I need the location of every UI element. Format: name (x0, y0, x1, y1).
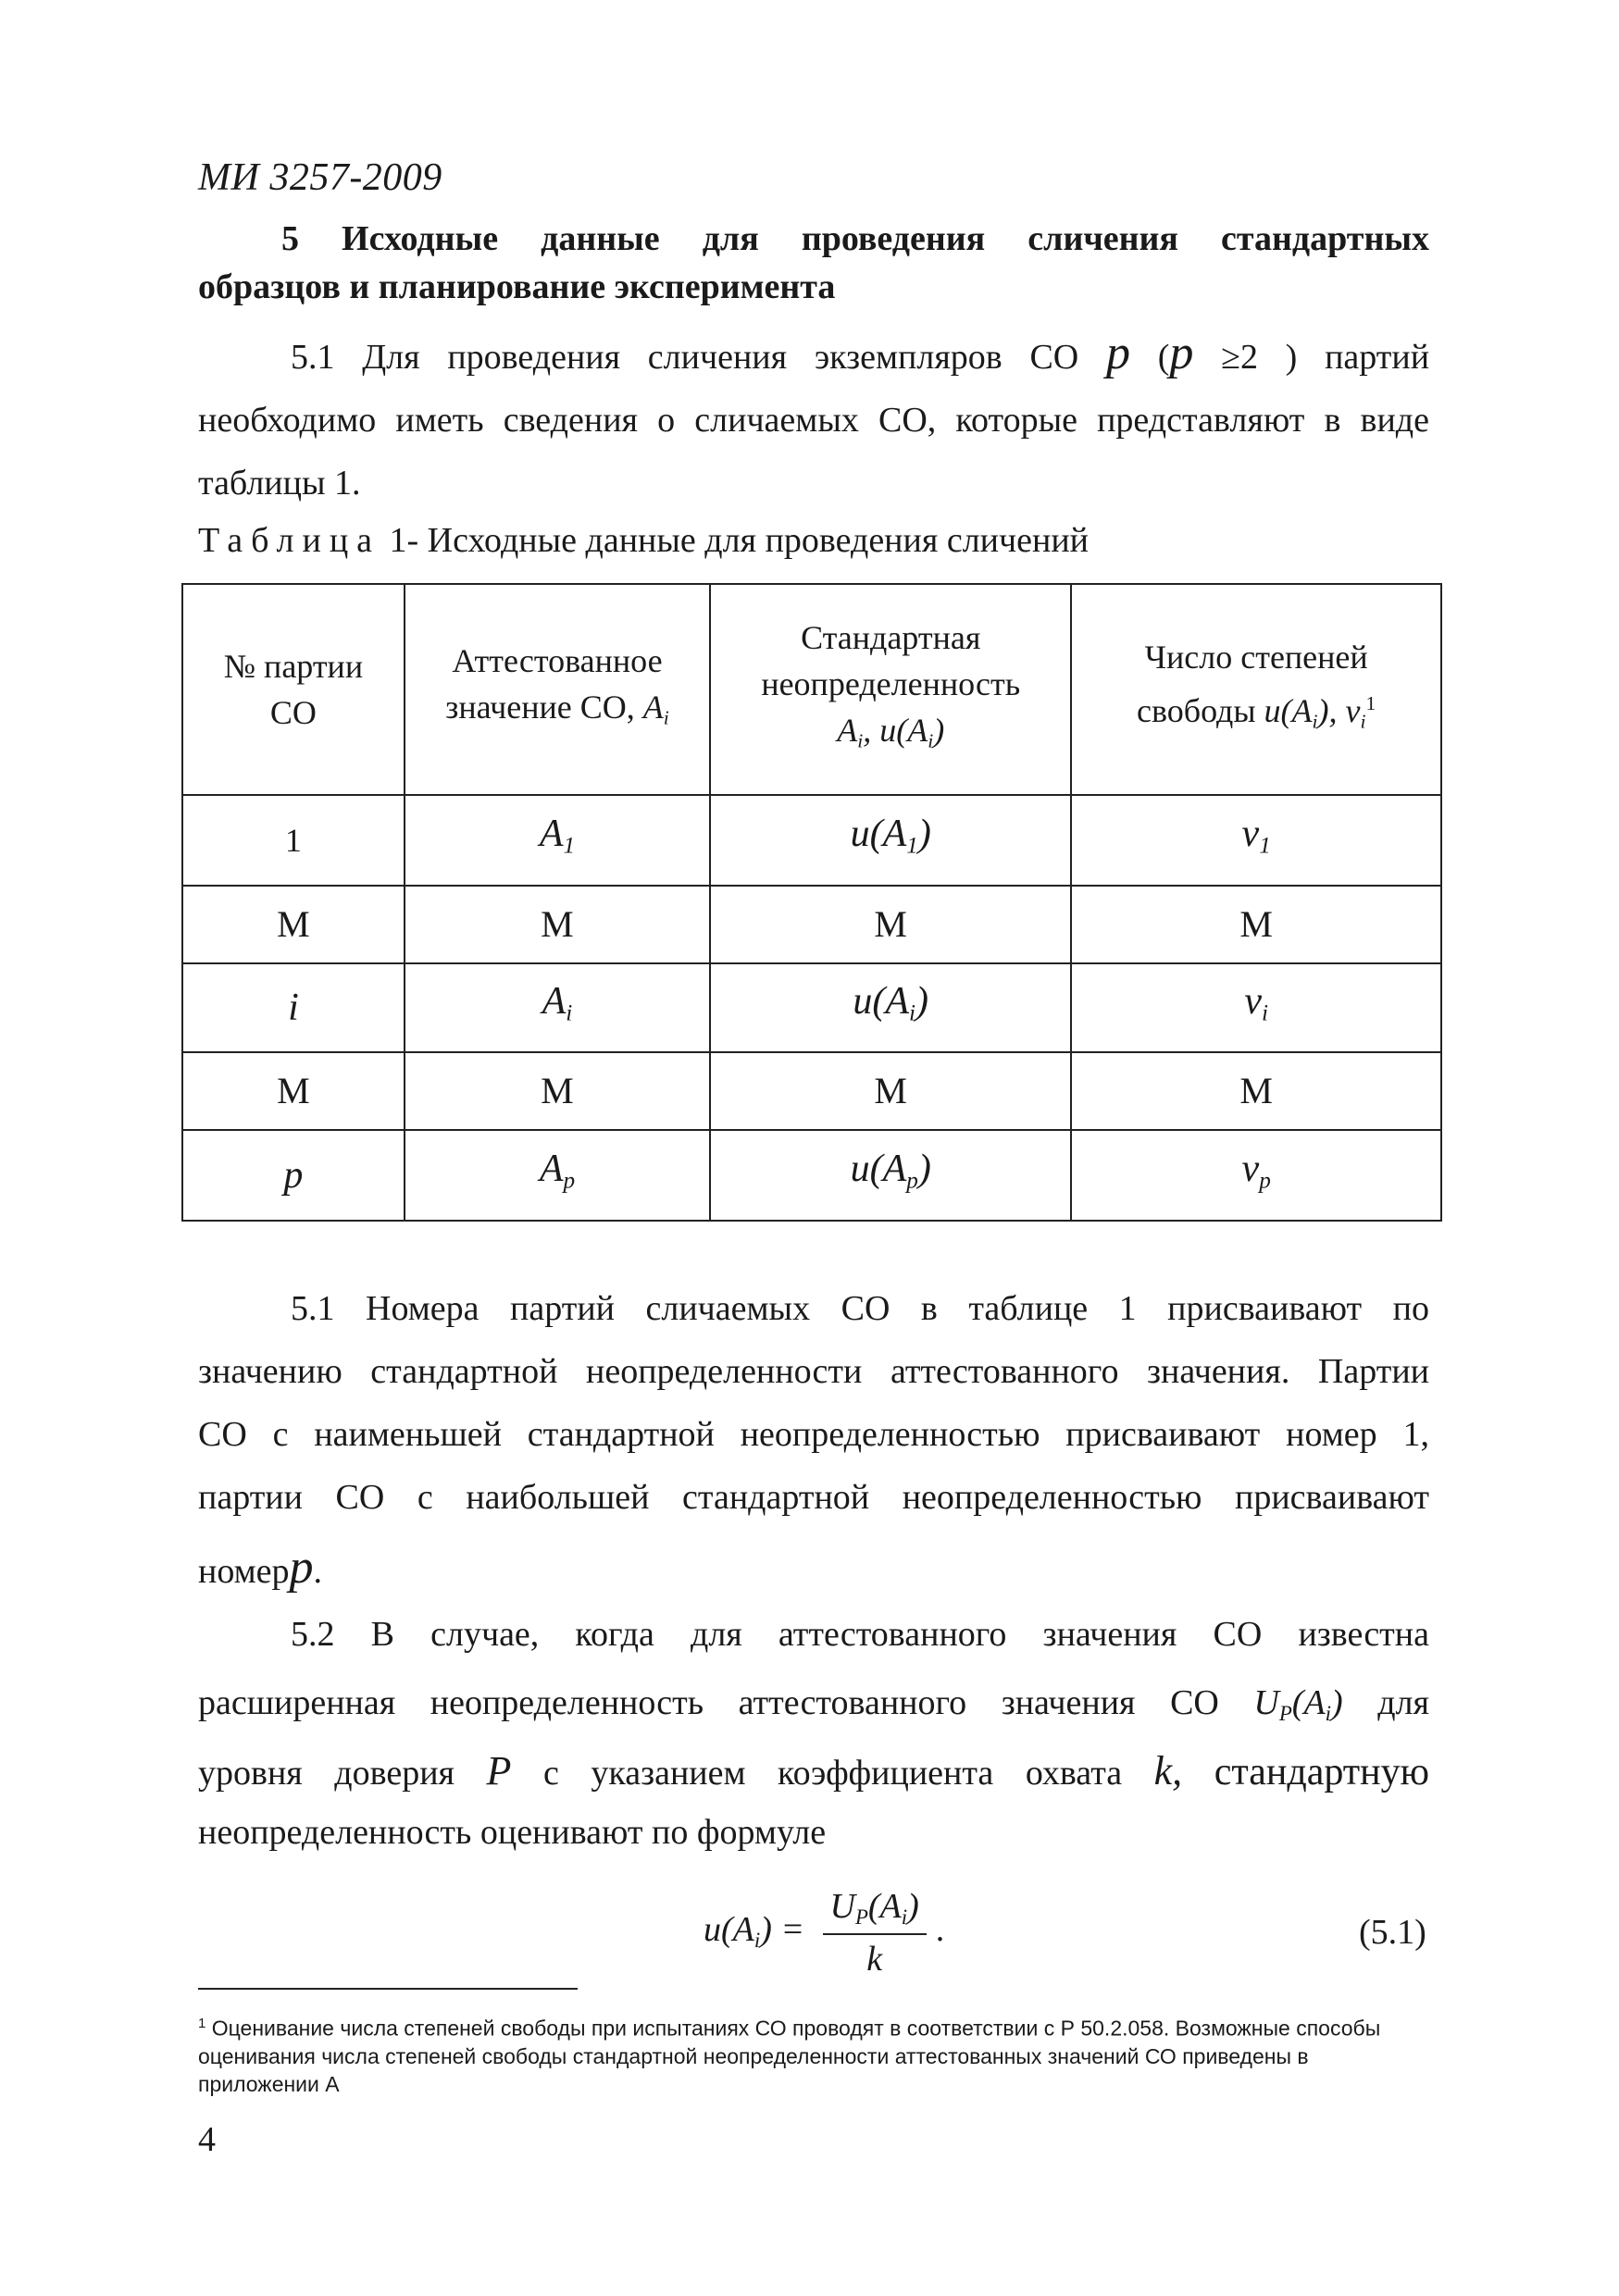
section-number: 5 (281, 219, 299, 258)
para-5-1-line3: таблицы 1. (198, 464, 361, 503)
table-caption: Таблица 1- Исходные данные для проведения сличений (198, 521, 1089, 560)
section-title-line2: образцов и планирование эксперимента (198, 267, 836, 306)
para-5-1-line2: необходимо иметь сведения о сличаемых СО, которые представляют в виде (198, 401, 1429, 440)
page-number: 4 (198, 2120, 216, 2159)
para-5-2-line3: уровня доверия P с указанием коэффициента охвата k, стандартную (198, 1748, 1429, 1793)
header-batch-number: № партии СО (182, 584, 405, 795)
header-standard-uncertainty: Стандартная неопределенность $A_i$, $u(A_i)$ (710, 584, 1071, 795)
section-title-line1: Исходные данные для проведения сличения стандартных (342, 219, 1430, 258)
footnote: $^1$ Оценивание числа степеней свободы при испытаниях СО проводят в соответствии с Р 50.2.058. Возможные способы оценивания числа степеней свободы стандартной неопределенности аттестованных значений СО приведены в приложении А (198, 2016, 1381, 2096)
formula-fraction: $\frac{U_P(A_i)}{k}$ (823, 1886, 927, 1980)
header-degrees-of-freedom: Число степеней свободы $u(A_i)$, $\nu_i^1$ (1071, 584, 1441, 795)
para-5-2-line2: расширенная неопределенность аттестованного значения СО $U_P(A_i)$ для (198, 1683, 1429, 1725)
para-5-1-line1: 5.1 Для проведения сличения экземпляров СО p (p ≥2 ) партий (291, 327, 1430, 379)
section-heading (198, 215, 1429, 311)
table-row: p $A_p$ $u(A_p)$ $\nu_p$ (182, 1130, 1441, 1221)
para-5-1b-line1: 5.1 Номера партий сличаемых СО в таблице 1 присваивают по (291, 1289, 1429, 1328)
para-5-2-line1: 5.2 В случае, когда для аттестованного значения СО известна (291, 1615, 1429, 1654)
table-row: M M M M (182, 886, 1441, 963)
table-row: 1 $A_1$ $u(A_1)$ $\nu_1$ (182, 795, 1441, 886)
para-5-1b-line3: СО с наименьшей стандартной неопределенностью присваивают номер 1, (198, 1415, 1429, 1454)
para-5-1b-line5: номерp. (198, 1541, 323, 1594)
para-5-1b-line4: партии СО с наибольшей стандартной неопределенностью присваивают (198, 1478, 1429, 1517)
initial-data-table (181, 583, 1442, 1222)
table-row: M M M M (182, 1052, 1441, 1130)
footnote-divider (198, 1988, 578, 1990)
formula-5-1: $u(A_i)$ = $\frac{U_P(A_i)}{k}$ . (704, 1887, 945, 1979)
table-header-row (182, 584, 1441, 795)
document-code: МИ 3257-2009 (198, 156, 442, 199)
footnote-mark: 1 (1365, 692, 1376, 715)
table-row: i $A_i$ $u(A_i)$ $\nu_i$ (182, 963, 1441, 1052)
equation-number: (5.1) (1359, 1913, 1426, 1952)
para-5-1b-line2: значению стандартной неопределенности аттестованного значения. Партии (198, 1352, 1429, 1391)
para-5-2-line4: неопределенность оценивают по формуле (198, 1813, 827, 1852)
header-certified-value: Аттестованное значение СО, $A_i$ (405, 584, 710, 795)
